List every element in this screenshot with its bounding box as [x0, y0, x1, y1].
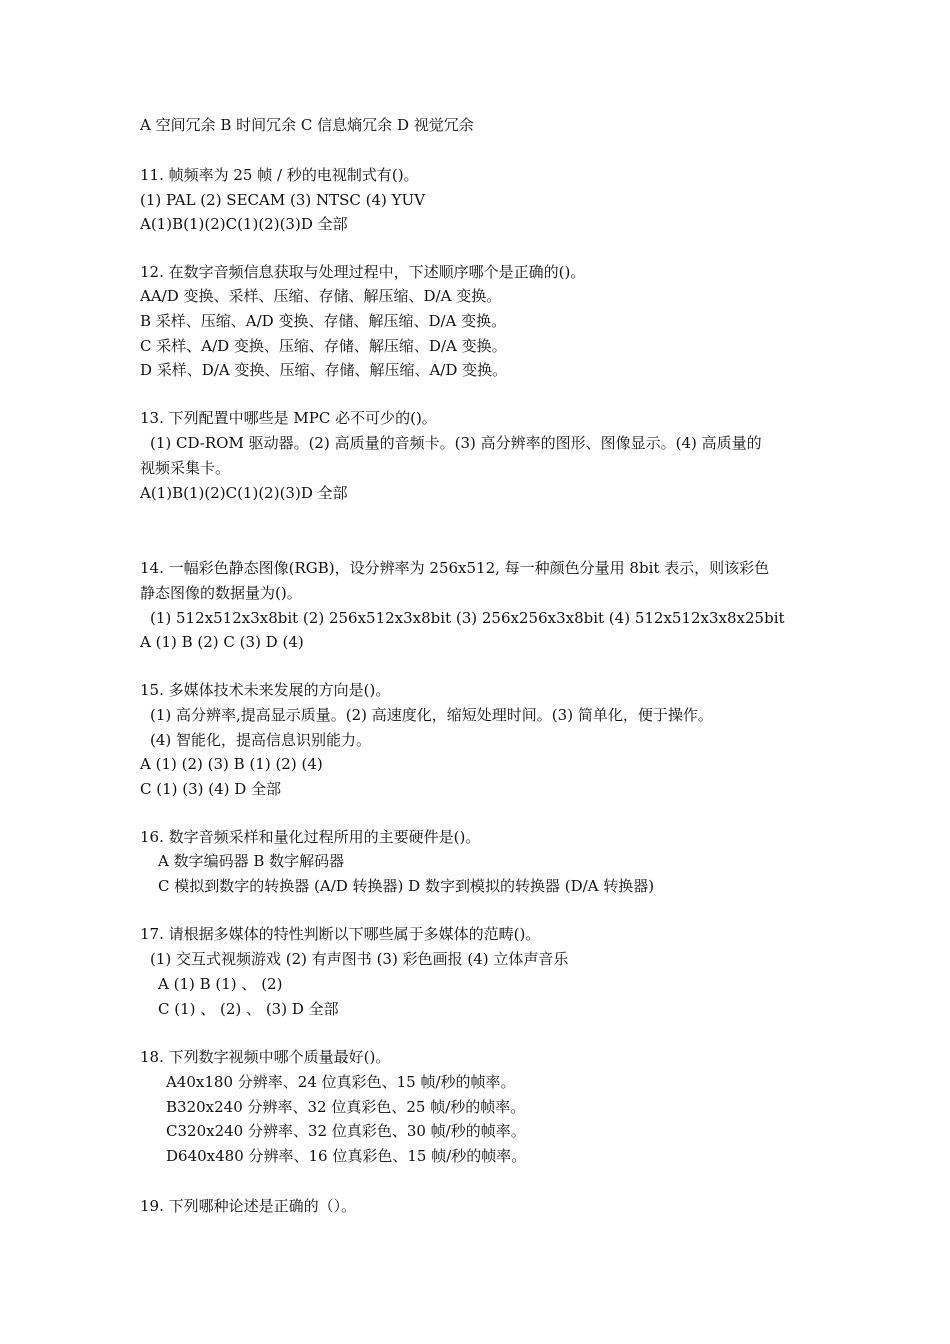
q18-option-d: D640x480 分辨率、16 位真彩色、15 帧/秒的帧率。 — [166, 1147, 527, 1165]
q13-items-cont: 视频采集卡。 — [140, 459, 231, 477]
q15-options-cd: C (1) (3) (4) D 全部 — [140, 780, 282, 798]
q17-options-ab: A (1) B (1) 、 (2) — [158, 975, 283, 993]
q18-option-c: C320x240 分辨率、32 位真彩色、30 帧/秒的帧率。 — [166, 1122, 526, 1140]
q13-options: A(1)B(1)(2)C(1)(2)(3)D 全部 — [140, 484, 348, 502]
q16-options-ab: A 数字编码器 B 数字解码器 — [158, 852, 345, 870]
q15-question: 15. 多媒体技术未来发展的方向是()。 — [140, 681, 391, 699]
q10-options: A 空间冗余 B 时间冗余 C 信息熵冗余 D 视觉冗余 — [140, 116, 474, 134]
q17-options-cd: C (1) 、 (2) 、 (3) D 全部 — [158, 1000, 339, 1018]
q12-option-b: B 采样、压缩、A/D 变换、存储、解压缩、D/A 变换。 — [140, 312, 507, 330]
q14-items: (1) 512x512x3x8bit (2) 256x512x3x8bit (3) 256x256x3x8bit (4) 512x512x3x8x25bit — [150, 609, 785, 627]
q12-option-c: C 采样、A/D 变换、压缩、存储、解压缩、D/A 变换。 — [140, 337, 507, 355]
q11-items: (1) PAL (2) SECAM (3) NTSC (4) YUV — [140, 191, 426, 209]
q15-items-cont: (4) 智能化，提高信息识别能力。 — [150, 731, 372, 749]
q12-question: 12. 在数字音频信息获取与处理过程中，下述顺序哪个是正确的()。 — [140, 263, 586, 281]
q16-options-cd: C 模拟到数字的转换器 (A/D 转换器) D 数字到模拟的转换器 (D/A 转换器) — [158, 877, 655, 895]
q12-option-d: D 采样、D/A 变换、压缩、存储、解压缩、A/D 变换。 — [140, 361, 508, 379]
q11-options: A(1)B(1)(2)C(1)(2)(3)D 全部 — [140, 215, 348, 233]
q14-question: 14. 一幅彩色静态图像(RGB)，设分辨率为 256x512, 每一种颜色分量用 8bit 表示，则该彩色 — [140, 559, 770, 577]
q18-option-b: B320x240 分辨率、32 位真彩色、25 帧/秒的帧率。 — [166, 1098, 526, 1116]
q13-items: (1) CD-ROM 驱动器。(2) 高质量的音频卡。(3) 高分辨率的图形、图像显示。(4) 高质量的 — [150, 434, 762, 452]
q18-option-a: A40x180 分辨率、24 位真彩色、15 帧/秒的帧率。 — [166, 1073, 516, 1091]
q19-question: 19. 下列哪种论述是正确的（）。 — [140, 1197, 357, 1215]
q12-option-a: AA/D 变换、采样、压缩、存储、解压缩、D/A 变换。 — [140, 287, 502, 305]
q15-items: (1) 高分辨率,提高显示质量。(2) 高速度化，缩短处理时间。(3) 简单化，便于操作。 — [150, 706, 713, 724]
q15-options-ab: A (1) (2) (3) B (1) (2) (4) — [140, 755, 323, 773]
q14-question-cont: 静态图像的数据量为()。 — [140, 584, 302, 602]
q11-question: 11. 帧频率为 25 帧 / 秒的电视制式有()。 — [140, 166, 419, 184]
q17-question: 17. 请根据多媒体的特性判断以下哪些属于多媒体的范畴()。 — [140, 925, 541, 943]
q17-items: (1) 交互式视频游戏 (2) 有声图书 (3) 彩色画报 (4) 立体声音乐 — [150, 950, 569, 968]
q14-options: A (1) B (2) C (3) D (4) — [140, 633, 304, 651]
q16-question: 16. 数字音频采样和量化过程所用的主要硬件是()。 — [140, 828, 481, 846]
q13-question: 13. 下列配置中哪些是 MPC 必不可少的()。 — [140, 409, 437, 427]
q18-question: 18. 下列数字视频中哪个质量最好()。 — [140, 1048, 391, 1066]
